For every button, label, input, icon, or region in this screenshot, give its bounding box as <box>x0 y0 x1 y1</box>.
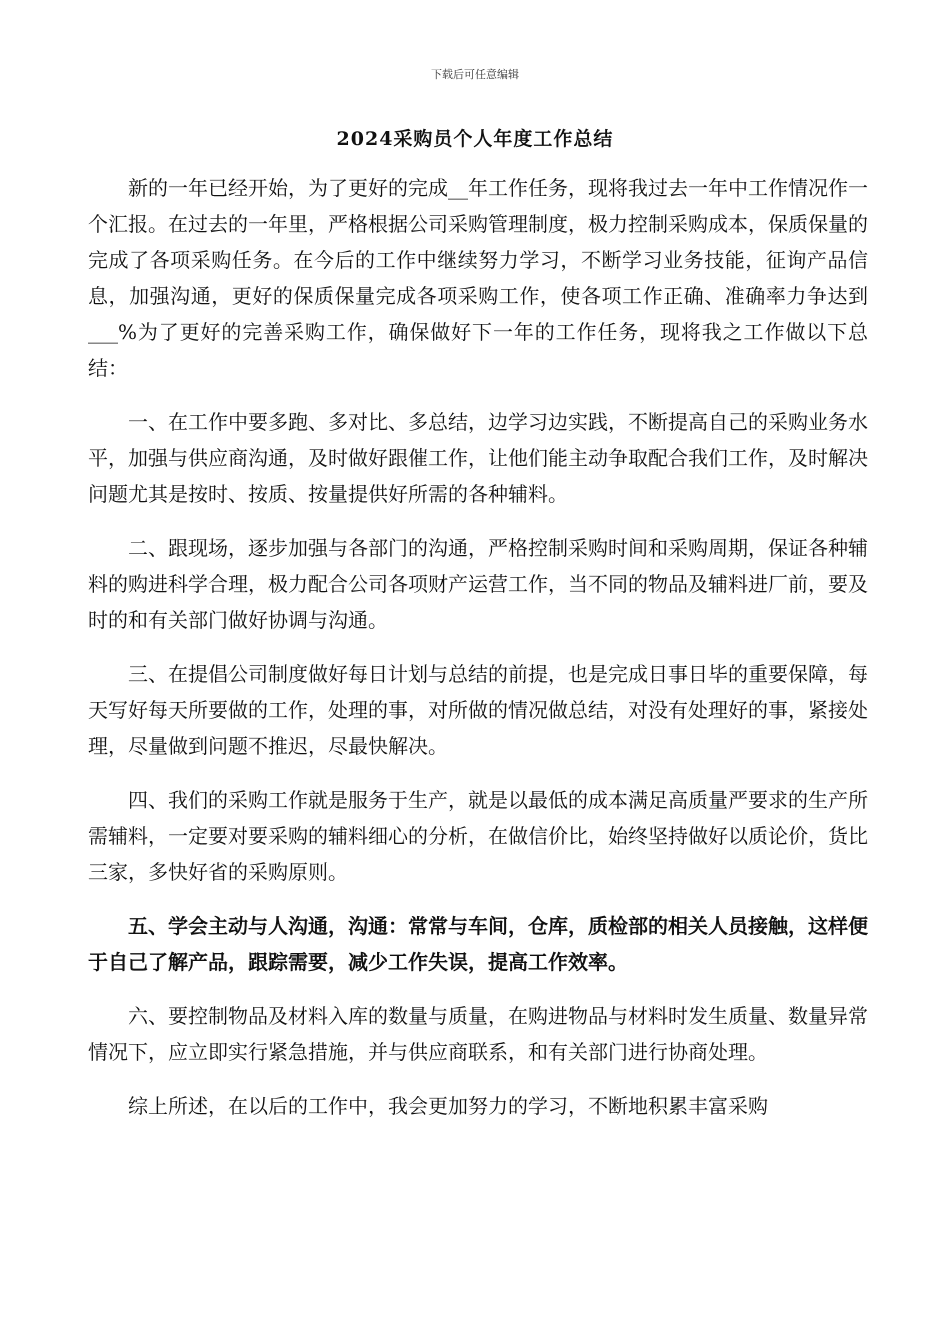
paragraph-intro: 新的一年已经开始，为了更好的完成__年工作任务，现将我过去一年中工作情况作一个汇报。在过去的一年里，严格根据公司采购管理制度，极力控制采购成本，保质保量的完成了各项采购任务。在今后的工作中继续努力学习，不断学习业务技能，征询产品信息，加强沟通，更好的保质保量完成各项采购工作，使各项工作正确、准确率力争达到___%为了更好的完善采购工作，确保做好下一年的工作任务，现将我之工作做以下总结： <box>88 176 868 380</box>
page-header-note: 下载后可任意编辑 <box>431 68 519 81</box>
paragraph-item-6: 六、要控制物品及材料入库的数量与质量，在购进物品与材料时发生质量、数量异常情况下，应立即实行紧急措施，并与供应商联系，和有关部门进行协商处理。 <box>88 1004 868 1064</box>
paragraph-item-5: 五、学会主动与人沟通，沟通：常常与车间，仓库，质检部的相关人员接触，这样便于自己了解产品，跟踪需要，减少工作失误，提高工作效率。 <box>88 914 868 974</box>
paragraph-summary: 综上所述，在以后的工作中，我会更加努力的学习，不断地积累丰富采购 <box>128 1094 768 1118</box>
document-body <box>88 170 868 1142</box>
document-title: 2024采购员个人年度工作总结 <box>336 128 614 150</box>
paragraph-item-1: 一、在工作中要多跑、多对比、多总结，边学习边实践，不断提高自己的采购业务水平，加强与供应商沟通，及时做好跟催工作，让他们能主动争取配合我们工作，及时解决问题尤其是按时、按质、按量提供好所需的各种辅料。 <box>88 410 868 506</box>
paragraph-item-2: 二、跟现场，逐步加强与各部门的沟通，严格控制采购时间和采购周期，保证各种辅料的购进科学合理，极力配合公司各项财产运营工作，当不同的物品及辅料进厂前，要及时的和有关部门做好协调与沟通。 <box>88 536 868 632</box>
paragraph-item-3: 三、在提倡公司制度做好每日计划与总结的前提，也是完成日事日毕的重要保障，每天写好每天所要做的工作，处理的事，对所做的情况做总结，对没有处理好的事，紧接处理，尽量做到问题不推迟，尽最快解决。 <box>88 662 868 758</box>
paragraph-item-4: 四、我们的采购工作就是服务于生产，就是以最低的成本满足高质量严要求的生产所需辅料，一定要对要采购的辅料细心的分析，在做信价比，始终坚持做好以质论价，货比三家，多快好省的采购原则。 <box>88 788 868 884</box>
